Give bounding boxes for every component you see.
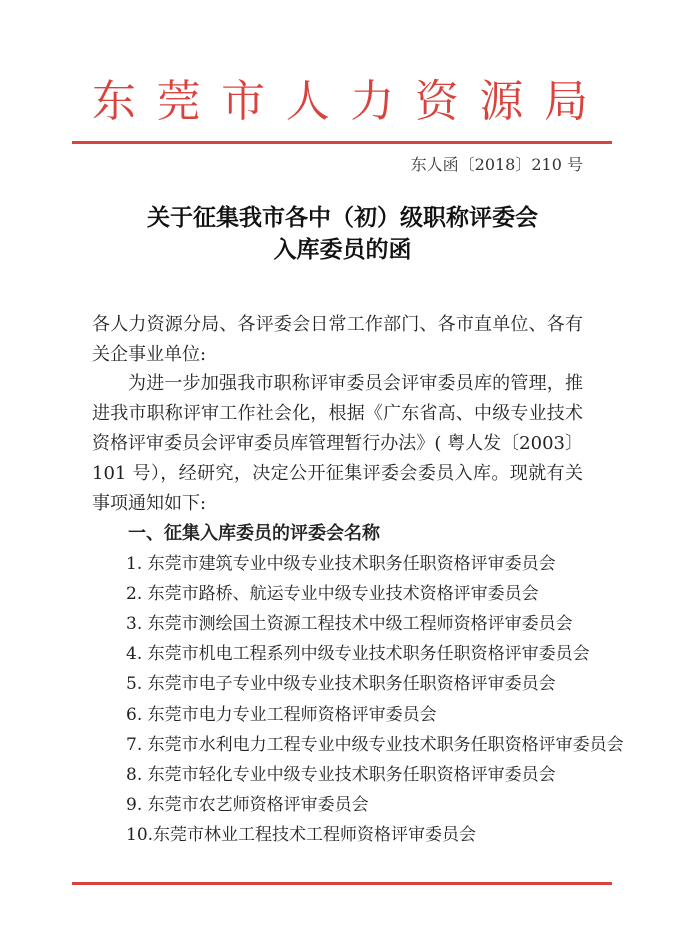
letterhead-char: 资 xyxy=(414,76,459,127)
document-number: 东人函〔2018〕210 号 xyxy=(410,155,583,174)
list-item: 10.东莞市林业工程技术工程师资格评审委员会 xyxy=(126,825,477,845)
list-item: 2. 东莞市路桥、航运专业中级专业技术资格评审委员会 xyxy=(126,584,539,604)
body-line: 资格评审委员会评审委员库管理暂行办法》( 粤人发〔2003〕 xyxy=(92,433,583,454)
body-line: 事项通知如下: xyxy=(92,493,207,514)
body-line: 101 号），经研究，决定公开征集评委会委员入库。现就有关 xyxy=(92,463,583,484)
document-title-line2: 入库委员的函 xyxy=(273,236,412,263)
list-item: 5. 东莞市电子专业中级专业技术职务任职资格评审委员会 xyxy=(126,674,556,694)
list-item: 1. 东莞市建筑专业中级专业技术职务任职资格评审委员会 xyxy=(126,554,556,574)
body-line: 为进一步加强我市职称评审委员会评审委员库的管理，推 xyxy=(128,373,583,394)
footer-divider xyxy=(72,882,612,885)
list-item: 7. 东莞市水利电力工程专业中级专业技术职务任职资格评审委员会 xyxy=(126,735,624,755)
list-item: 6. 东莞市电力专业工程师资格评审委员会 xyxy=(126,705,437,725)
letterhead-char: 市 xyxy=(221,76,266,127)
letterhead-char: 源 xyxy=(479,76,524,127)
list-item: 9. 东莞市农艺师资格评审委员会 xyxy=(126,795,369,815)
list-item: 3. 东莞市测绘国土资源工程技术中级工程师资格评审委员会 xyxy=(126,614,573,634)
header-divider xyxy=(72,141,612,144)
letterhead-char: 力 xyxy=(350,76,395,127)
letterhead xyxy=(92,74,588,130)
section-heading: 一、征集入库委员的评委会名称 xyxy=(128,523,380,544)
letterhead-char: 东 xyxy=(92,76,136,127)
body-line: 关企事业单位: xyxy=(92,344,207,365)
list-item: 8. 东莞市轻化专业中级专业技术职务任职资格评审委员会 xyxy=(126,765,556,785)
list-item: 4. 东莞市机电工程系列中级专业技术职务任职资格评审委员会 xyxy=(126,644,590,664)
letterhead-char: 人 xyxy=(285,76,330,127)
document-title-line1: 关于征集我市各中（初）级职称评委会 xyxy=(147,204,538,231)
body-line: 进我市职称评审工作社会化，根据《广东省高、中级专业技术 xyxy=(92,403,583,424)
letterhead-char: 局 xyxy=(543,76,588,127)
letterhead-char: 莞 xyxy=(156,76,201,127)
body-line: 各人力资源分局、各评委会日常工作部门、各市直单位、各有 xyxy=(92,314,583,335)
